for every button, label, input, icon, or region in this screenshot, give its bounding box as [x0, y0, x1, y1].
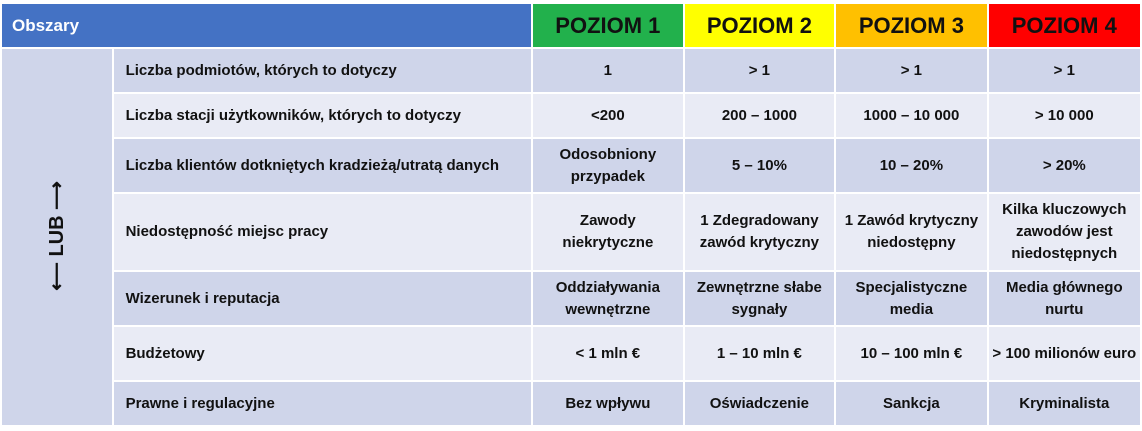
header-row	[2, 4, 1140, 47]
cell-level-3: Sankcja	[836, 382, 986, 425]
cell-level-2: > 1	[685, 49, 835, 92]
cell-level-2: 1 – 10 mln €	[685, 327, 835, 380]
cell-level-3: 10 – 20%	[836, 139, 986, 192]
cell-level-2: Oświadczenie	[685, 382, 835, 425]
or-side-label: ⟵ LUB ⟶	[45, 181, 68, 291]
row-label: Niedostępność miejsc pracy	[114, 194, 532, 270]
cell-level-3: Specjalistyczne media	[836, 272, 986, 325]
table-row	[2, 382, 1140, 425]
cell-level-1: Oddziaływania wewnętrzne	[533, 272, 682, 325]
areas-header: Obszary	[2, 4, 531, 47]
cell-level-1: <200	[533, 94, 682, 137]
cell-level-3: 1 Zawód krytyczny niedostępny	[836, 194, 986, 270]
cell-level-4: > 10 000	[989, 94, 1140, 137]
cell-level-2: 200 – 1000	[685, 94, 835, 137]
table-row	[2, 272, 1140, 325]
cell-level-2: 1 Zdegradowany zawód krytyczny	[685, 194, 835, 270]
cell-level-4: > 20%	[989, 139, 1140, 192]
level-1-header: POZIOM 1	[533, 4, 682, 47]
row-label: Budżetowy	[114, 327, 532, 380]
level-3-header: POZIOM 3	[836, 4, 986, 47]
cell-level-3: > 1	[836, 49, 986, 92]
cell-level-1: 1	[533, 49, 682, 92]
table-row	[2, 139, 1140, 192]
level-2-header: POZIOM 2	[685, 4, 835, 47]
cell-level-4: Kilka kluczowych zawodów jest niedostępnych	[989, 194, 1140, 270]
level-4-header: POZIOM 4	[989, 4, 1140, 47]
row-label: Liczba stacji użytkowników, których to dotyczy	[114, 94, 532, 137]
cell-level-1: Bez wpływu	[533, 382, 682, 425]
or-side-label-cell	[2, 49, 112, 425]
cell-level-4: Media głównego nurtu	[989, 272, 1140, 325]
row-label: Liczba klientów dotkniętych kradzieżą/utratą danych	[114, 139, 532, 192]
cell-level-2: Zewnętrzne słabe sygnały	[685, 272, 835, 325]
impact-levels-table	[0, 2, 1142, 427]
row-label: Wizerunek i reputacja	[114, 272, 532, 325]
cell-level-3: 10 – 100 mln €	[836, 327, 986, 380]
row-label: Liczba podmiotów, których to dotyczy	[114, 49, 532, 92]
cell-level-1: < 1 mln €	[533, 327, 682, 380]
cell-level-4: Kryminalista	[989, 382, 1140, 425]
cell-level-4: > 1	[989, 49, 1140, 92]
table-row	[2, 194, 1140, 270]
table-row	[2, 94, 1140, 137]
cell-level-2: 5 – 10%	[685, 139, 835, 192]
row-label: Prawne i regulacyjne	[114, 382, 532, 425]
table-row	[2, 327, 1140, 380]
cell-level-3: 1000 – 10 000	[836, 94, 986, 137]
cell-level-1: Odosobniony przypadek	[533, 139, 682, 192]
cell-level-1: Zawody niekrytyczne	[533, 194, 682, 270]
cell-level-4: > 100 milionów euro	[989, 327, 1140, 380]
table-row	[2, 49, 1140, 92]
